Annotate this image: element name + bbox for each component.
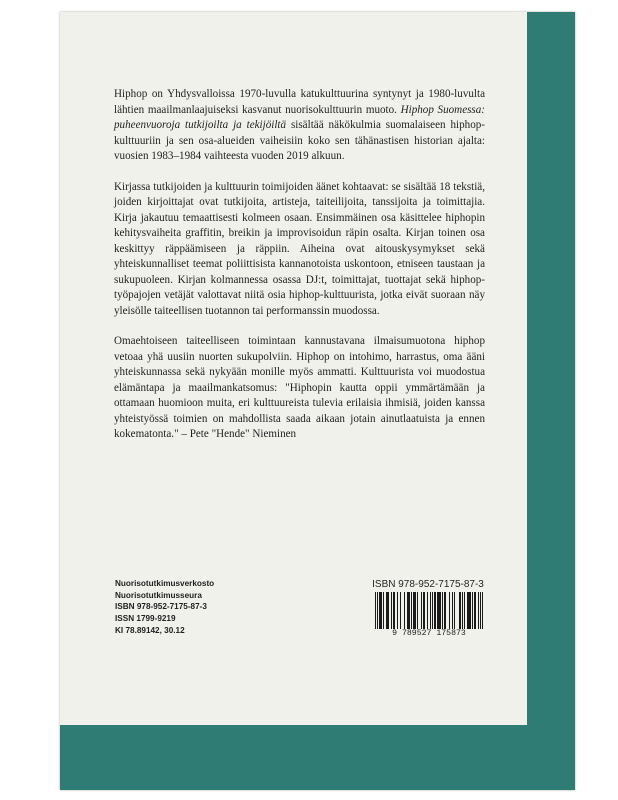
description-paragraph-3: Omaehtoiseen taiteelliseen toimintaan kannustavana ilmaisumuotona hiphop vetoaa yhä uusiin nuorten sukupolviin. Hiphop on intohimo, harrastus, oma ääni yhteiskunnassa sekä nykyään monille myös ammatti. Kulttuurista voi muodostua elämäntapa ja maailmankatsomus: "Hiphopin kautta oppii ymmärtämään ja ottamaan huomioon muita, eri kulttuureista tulevia erilaisia ihmisiä, joiden kanssa yhteistyössä toimien on mahdollista saada aikaan jotain ainutlaatuista ja ennen kokematonta." – Pete "Hende" Nieminen xyxy=(114,335,485,440)
barcode-isbn-label: ISBN 978-952-7175-87-3 xyxy=(372,579,484,590)
publisher-name-1: Nuorisotutkimusverkosto xyxy=(115,579,215,588)
description-text xyxy=(114,87,485,458)
imprint-issn: ISSN 1799-9219 xyxy=(115,614,176,624)
imprint-isbn: ISBN 978-952-7175-87-3 xyxy=(115,602,207,612)
paragraph-1-rest: sisältää näkökulmia suomalaiseen hiphop-kulttuuriin ja sen osa-alueiden vaiheisiin koko sen tähänastisen historian ajalta: vuosien 1983–1984 vaihteesta vuoden 2019 alkuun. xyxy=(114,119,485,162)
imprint-block xyxy=(115,578,214,637)
description-paragraph-2: Kirjassa tutkijoiden ja kulttuurin toimijoiden äänet kohtaavat: se sisältää 18 tekstiä, joiden kirjoittajat ovat tutkijoita, artisteja, taiteilijoita, tanssijoita ja toimittajia. Kirja jakautuu temaattisesti kolmeen osaan. Ensimmäinen osa käsittelee hiphopin kehitysvaiheita graffitin, breikin ja improvisoidun räpin osalta. Kirjan toinen osa keskittyy räppäämiseen ja räppiin. Aiheina ovat aitouskysymykset sekä yhteiskunnalliset teemat poliittisista kannanotoista uskontoon, etniseen taustaan ja sukupuoleen. Kirjan kolmannessa osassa DJ:t, toimittajat, tuottajat sekä hiphop-työpajojen vetäjät valottavat niitä osia hiphop-kulttuurista, jotka eivät suoraan näy yleisölle taiteellisen tuotannon tai performanssin muodossa. xyxy=(114,180,485,317)
barcode-icon xyxy=(375,592,483,629)
paragraph-1-intro: Hiphop on Yhdysvalloissa 1970-luvulla katukulttuurina syntynyt ja 1980-luvulta lähtien maailmanlaajuiseksi kasvanut nuorisokulttuurin muoto. xyxy=(114,88,485,116)
imprint-ki: KI 78.89142, 30.12 xyxy=(115,625,185,635)
back-cover xyxy=(60,12,527,725)
description-paragraph-1 xyxy=(114,87,485,165)
book-title-italic: Hiphop Suomessa: puheenvuoroja tutkijoilta ja tekijöiltä xyxy=(114,103,485,131)
publisher-name-2: Nuorisotutkimusseura xyxy=(115,590,202,600)
barcode-digits: 9 789527 175873 xyxy=(392,629,466,638)
